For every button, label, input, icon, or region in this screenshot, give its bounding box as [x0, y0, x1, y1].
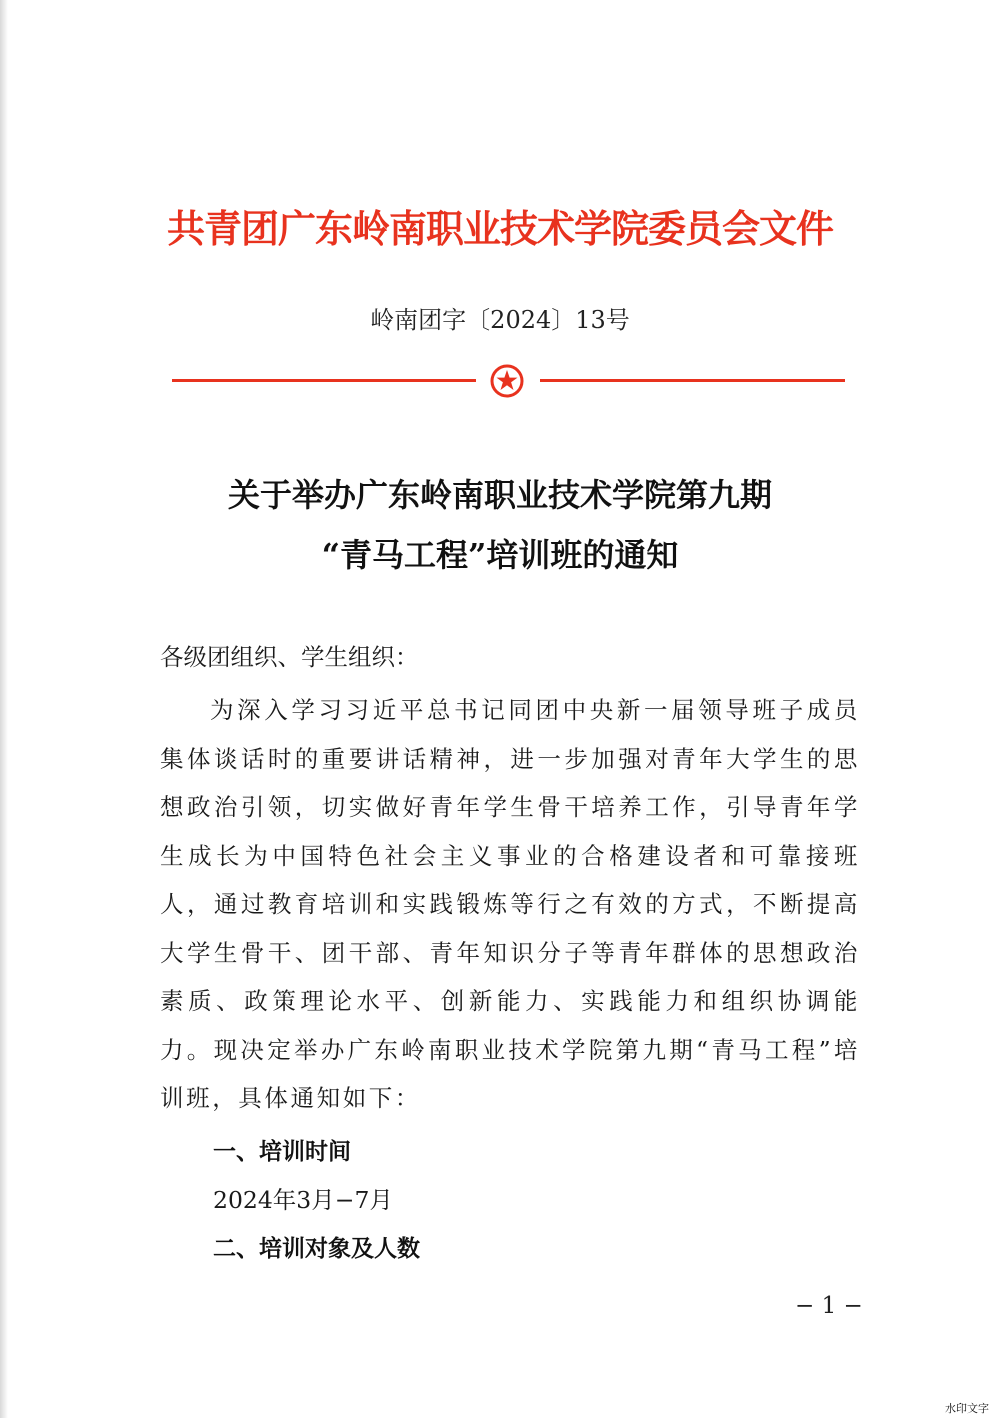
body-paragraph: 为深入学习习近平总书记同团中央新一届领导班子成员集体谈话时的重要讲话精神，进一步加强对青年大学生的思想政治引领，切实做好青年学生骨干培养工作，引导青年学生成长为中国特色社会主义事业的合格建设者和可靠接班人，通过教育培训和实践锻炼等行之有效的方式，不断提高大学生骨干、团干部、青年知识分子等青年群体的思想政治素质、政策理论水平、创新能力、实践能力和组织协调能力。现决定举办广东岭南职业技术学院第九期“青马工程”培训班，具体通知如下： — [160, 696, 860, 1112]
red-rule-right — [540, 379, 845, 382]
section-heading-training-time: 一、培训时间 — [213, 1139, 351, 1165]
section-heading-training-targets: 二、培训对象及人数 — [213, 1236, 420, 1262]
watermark-text: 水印文字 — [945, 1402, 989, 1415]
page-number: − 1 − — [795, 1293, 863, 1319]
star-emblem-icon — [490, 364, 524, 398]
red-rule-left — [172, 379, 476, 382]
title-line-2: “青马工程”培训班的通知 — [321, 536, 679, 574]
training-time-text: 2024年3月−7月 — [213, 1186, 393, 1214]
title-line-1: 关于举办广东岭南职业技术学院第九期 — [227, 476, 772, 514]
document-number: 岭南团字〔2024〕13号 — [370, 306, 630, 334]
document-header: 共青团广东岭南职业技术学院委员会文件 — [166, 207, 833, 251]
salutation: 各级团组织、学生组织： — [160, 643, 419, 671]
